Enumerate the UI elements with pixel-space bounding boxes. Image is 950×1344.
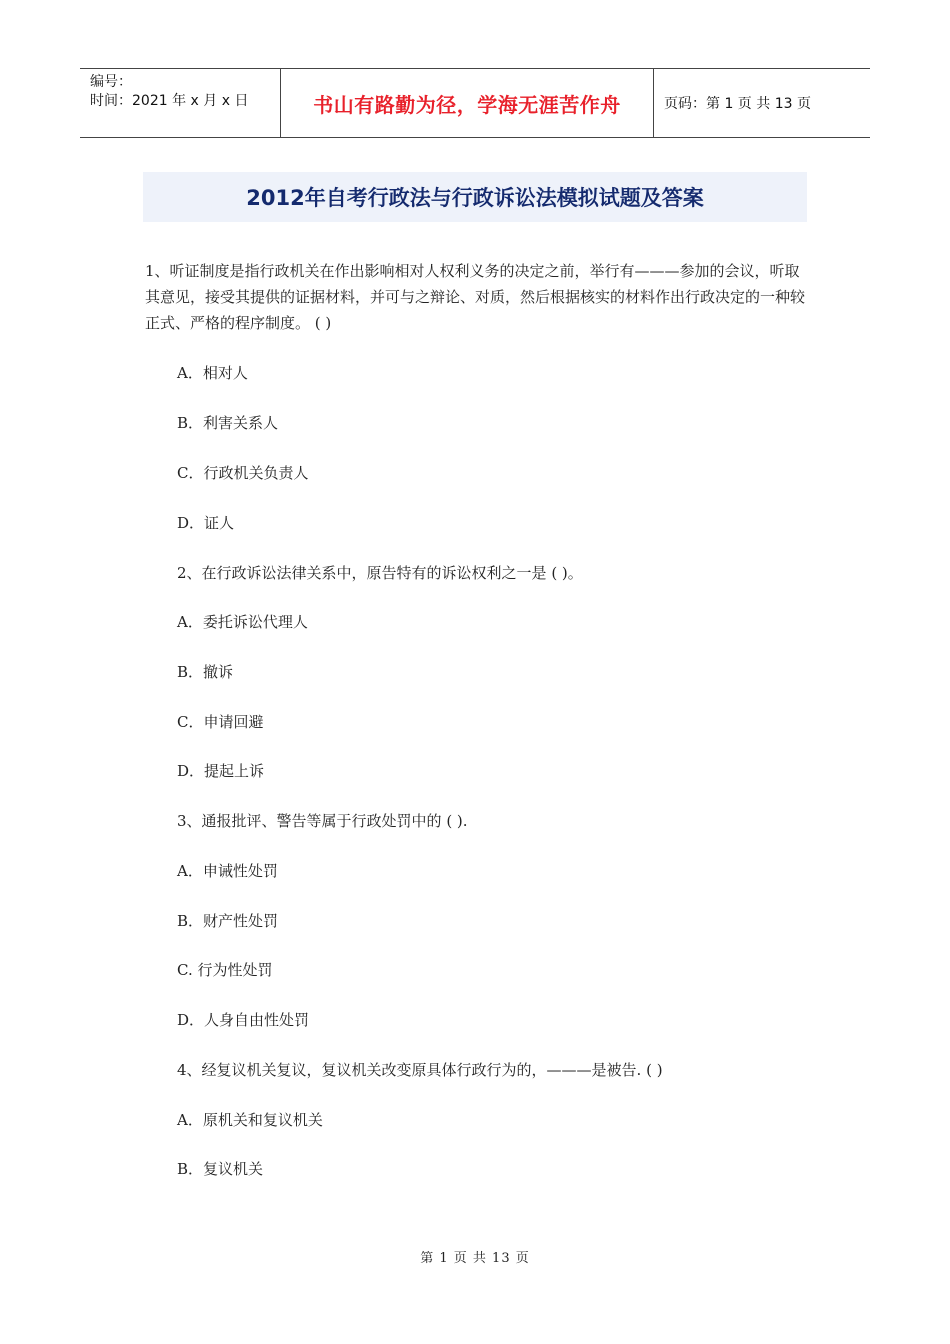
header-motto-cell bbox=[281, 69, 654, 137]
q3-option-b: B．财产性处罚 bbox=[177, 912, 279, 930]
header-time: 时间：2021 年 x 月 x 日 bbox=[90, 93, 249, 109]
question-4-text: 4、经复议机关复议，复议机关改变原具体行政行为的，———是被告. ( ) bbox=[177, 1061, 663, 1079]
question-1-text: 1、听证制度是指行政机关在作出影响相对人权利义务的决定之前，举行有———参加的会议，听取其意见，接受其提供的证据材料，并可与之辩论、对质，然后根据核实的材料作出行政决定的一种较正式、严格的程序制度。 ( ) bbox=[145, 262, 806, 332]
question-1-stem-block bbox=[145, 258, 807, 336]
q2-option-a: A．委托诉讼代理人 bbox=[177, 613, 308, 631]
q3-option-d: D．人身自由性处罚 bbox=[177, 1011, 310, 1029]
q1-option-c: C．行政机关负责人 bbox=[177, 464, 309, 482]
q2-option-d: D．提起上诉 bbox=[177, 762, 265, 780]
q1-option-a: A．相对人 bbox=[177, 364, 248, 382]
document-title: 2012年自考行政法与行政诉讼法模拟试题及答案 bbox=[246, 186, 704, 210]
header-page-info: 页码：第 1 页 共 13 页 bbox=[664, 96, 811, 112]
q2-option-c: C．申请回避 bbox=[177, 713, 264, 731]
q3-option-a: A．申诫性处罚 bbox=[177, 862, 278, 880]
q1-option-b: B．利害关系人 bbox=[177, 414, 279, 432]
header-number: 编号： bbox=[90, 74, 132, 90]
q2-option-b: B．撤诉 bbox=[177, 663, 234, 681]
header-meta bbox=[80, 69, 281, 137]
q1-option-d: D．证人 bbox=[177, 514, 235, 532]
header-motto: 书山有路勤为径，学海无涯苦作舟 bbox=[313, 92, 621, 117]
title-banner bbox=[143, 172, 807, 222]
q4-option-b: B．复议机关 bbox=[177, 1160, 264, 1178]
document-header bbox=[80, 68, 870, 138]
question-3-text: 3、通报批评、警告等属于行政处罚中的 ( ). bbox=[177, 812, 468, 830]
page-footer: 第 1 页 共 13 页 bbox=[420, 1251, 530, 1266]
q4-option-a: A．原机关和复议机关 bbox=[177, 1111, 323, 1129]
question-2-text: 2、在行政诉讼法律关系中，原告特有的诉讼权利之一是 ( )。 bbox=[177, 564, 583, 582]
q3-option-c: C. 行为性处罚 bbox=[177, 961, 273, 979]
